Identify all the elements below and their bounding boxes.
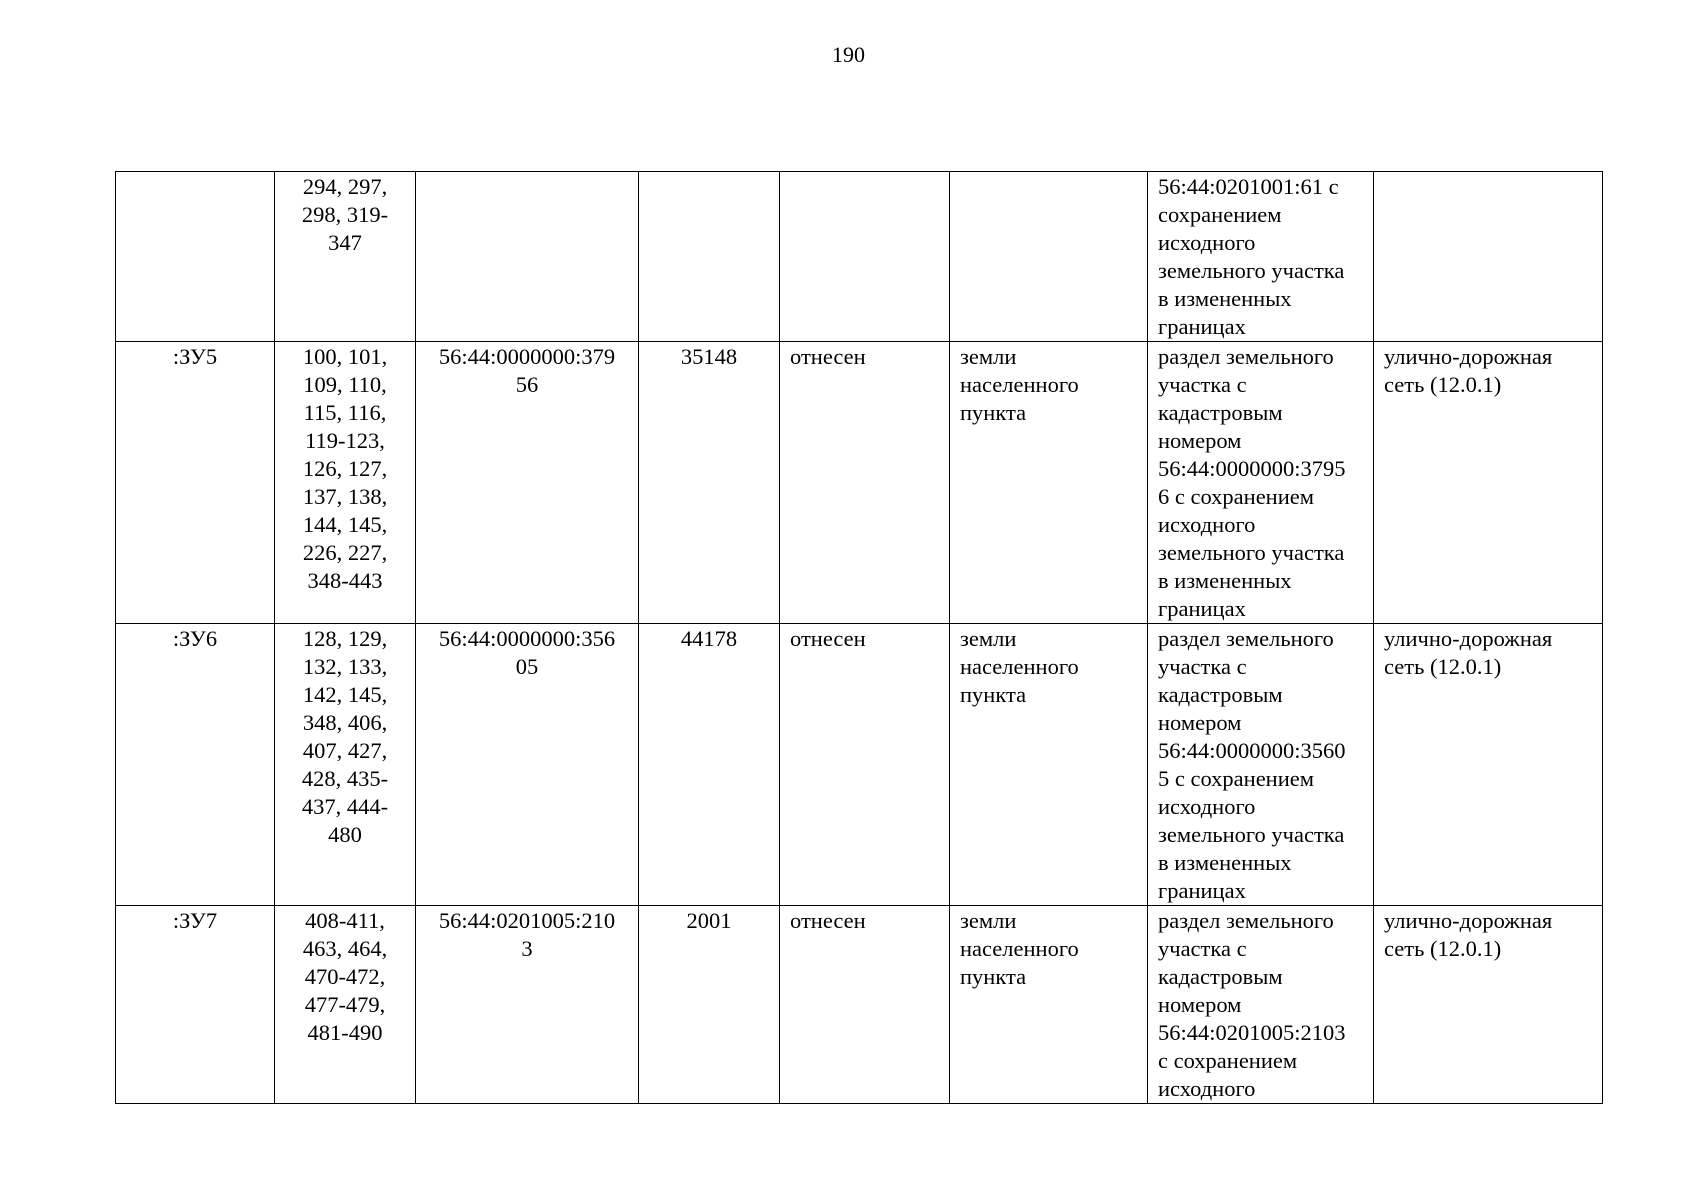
cell-designation: :ЗУ5	[116, 342, 275, 624]
cell-designation: :ЗУ7	[116, 906, 275, 1104]
cell-cadastral: 56:44:0201005:210 3	[416, 906, 639, 1104]
cell-cadastral: 56:44:0000000:379 56	[416, 342, 639, 624]
cell-category	[950, 172, 1148, 342]
cell-area: 44178	[639, 624, 780, 906]
cell-cadastral: 56:44:0000000:356 05	[416, 624, 639, 906]
cell-permitted-use	[1374, 172, 1603, 342]
cell-category: земли населенного пункта	[950, 342, 1148, 624]
cell-formation-method: раздел земельного участка с кадастровым номером 56:44:0000000:3795 6 с сохранением исходного земельного участка в измененных границах	[1148, 342, 1374, 624]
cell-area	[639, 172, 780, 342]
cell-designation	[116, 172, 275, 342]
cell-formation-method: 56:44:0201001:61 с сохранением исходного земельного участка в измененных границах	[1148, 172, 1374, 342]
cell-designation: :ЗУ6	[116, 624, 275, 906]
cell-points: 408-411, 463, 464, 470-472, 477-479, 481-490	[275, 906, 416, 1104]
cell-area: 2001	[639, 906, 780, 1104]
cell-area: 35148	[639, 342, 780, 624]
cell-formation-method: раздел земельного участка с кадастровым номером 56:44:0201005:2103 с сохранением исходного	[1148, 906, 1374, 1104]
cell-status: отнесен	[780, 342, 950, 624]
cell-cadastral	[416, 172, 639, 342]
cell-status: отнесен	[780, 906, 950, 1104]
cell-points: 100, 101, 109, 110, 115, 116, 119-123, 126, 127, 137, 138, 144, 145, 226, 227, 348-443	[275, 342, 416, 624]
cell-permitted-use: улично-дорожная сеть (12.0.1)	[1374, 342, 1603, 624]
cell-permitted-use: улично-дорожная сеть (12.0.1)	[1374, 906, 1603, 1104]
page-number: 190	[832, 42, 865, 67]
table-row	[116, 342, 1603, 624]
table-row	[116, 906, 1603, 1104]
table-row	[116, 624, 1603, 906]
land-plots-table	[115, 171, 1603, 1104]
cell-status	[780, 172, 950, 342]
cell-formation-method: раздел земельного участка с кадастровым номером 56:44:0000000:3560 5 с сохранением исходного земельного участка в измененных границах	[1148, 624, 1374, 906]
table-body	[116, 172, 1603, 1104]
cell-category: земли населенного пункта	[950, 906, 1148, 1104]
cell-status: отнесен	[780, 624, 950, 906]
cell-permitted-use: улично-дорожная сеть (12.0.1)	[1374, 624, 1603, 906]
cell-points: 128, 129, 132, 133, 142, 145, 348, 406, 407, 427, 428, 435- 437, 444- 480	[275, 624, 416, 906]
cell-category: земли населенного пункта	[950, 624, 1148, 906]
cell-points: 294, 297, 298, 319- 347	[275, 172, 416, 342]
table-row	[116, 172, 1603, 342]
